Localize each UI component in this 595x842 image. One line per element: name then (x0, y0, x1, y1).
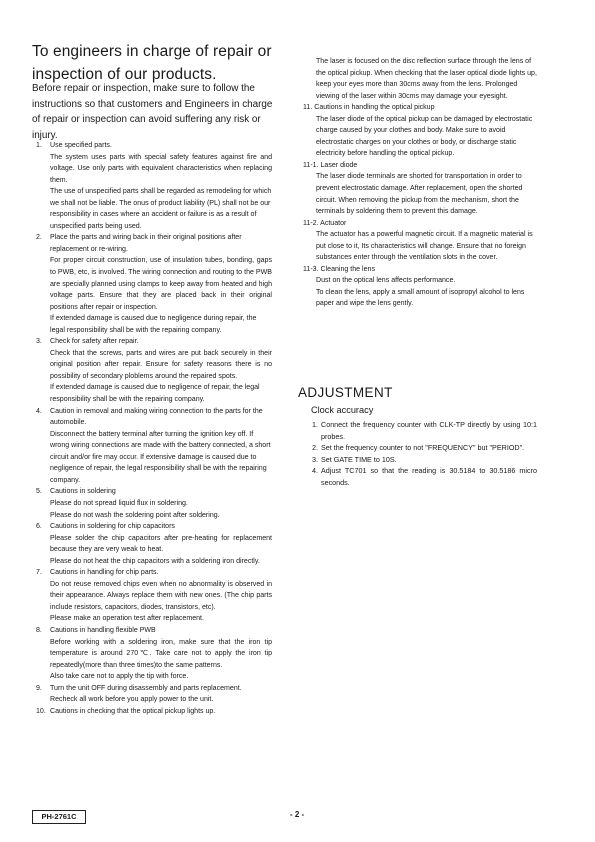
caution-item-text: Dust on the optical lens affects performance. (316, 277, 456, 285)
caution-item (303, 102, 537, 160)
caution-item-number: 9. (36, 684, 42, 692)
caution-item-title-text: Cautions in handling the optical pickup (314, 104, 435, 112)
caution-item (303, 264, 537, 310)
caution-item-text: Do not reuse removed chips even when no abnormality is observed in their appearance. Always replace them with new ones. (The chip parts include resistors, capacitors, diodes, transistors, etc). (50, 580, 272, 611)
caution-item-title: Place the parts and wiring back in their original positions after replacement or re-wiring. (50, 234, 242, 253)
caution-item (36, 336, 272, 405)
intro-text: Before repair or inspection, make sure to follow the instructions so that customers and Engineers in charge of repair or inspection can avoid suffering any risk or injury. (32, 83, 273, 141)
caution-item-text: The laser diode terminals are shorted for transportation in order to prevent electrostatic damage. After replacement, open the shorted circuit. When removing the pickup from the mechanism, short the terminals by soldering them to prevent this damage. (316, 173, 523, 216)
caution-item-title: Cautions in handling flexible PWB (50, 626, 156, 634)
adjustment-step-text: Connect the frequency counter with CLK-TP directly by using 10:1 probes. (321, 420, 537, 441)
caution-item-title (303, 218, 537, 230)
caution-item-text: Disconnect the battery terminal after turning the ignition key off. If wrong wiring connections are made with the battery connected, a short circuit and/or fire may occur. If extensive damage is caused due to negligence of repair, the legal responsibility shall be with the repairing company. (50, 430, 271, 484)
adjustment-step-number: 1. (312, 420, 318, 429)
caution-item-text: Please do not spread liquid flux in soldering. (50, 499, 188, 507)
caution-item-text: The use of unspecified parts shall be regarded as remodeling for which we shall not be liable. The onus of product liability (PL) shall not be our responsibility in cases where an accident or failure is as a result of unspecified parts being used. (50, 188, 272, 230)
caution-item-text: Also take care not to apply the tip with force. (50, 673, 189, 681)
model-number-box: PH-2761C (32, 810, 86, 824)
caution-item-text: Please do not wash the soldering point after soldering. (50, 511, 220, 519)
caution-item (36, 567, 272, 625)
caution-item (36, 625, 272, 683)
caution-item-number: 4. (36, 407, 42, 415)
caution-item-text: Check that the screws, parts and wires are put back securely in their original position after repair. Ensure for safety reasons there is no possibility of secondary ploblems around the repaired spots. (50, 349, 272, 380)
caution-item-title: Turn the unit OFF during disassembly and parts replacement. (50, 684, 242, 692)
caution-item-text: The actuator has a powerful magnetic circuit. If a magnetic material is put close to it, Its characteristics will change. Ensure that no foreign substances enter through the ventilation slots in the cover. (316, 231, 533, 262)
adjustment-steps (312, 419, 537, 488)
caution-item (303, 56, 537, 102)
caution-item-title: Check for safety after repair. (50, 338, 139, 346)
right-caution-list (303, 56, 537, 310)
caution-item (36, 521, 272, 567)
caution-item-title: Use specified parts. (50, 142, 112, 149)
caution-item-number: 6. (36, 523, 42, 531)
caution-item-number: 11. (303, 104, 313, 112)
caution-item-text: To clean the lens, apply a small amount of isopropyl alcohol to lens paper and wipe the lens gently. (316, 288, 525, 308)
caution-item (303, 218, 537, 264)
caution-item-number: 2. (36, 234, 42, 242)
caution-item-text: For proper circuit construction, use of insulation tubes, bonding, gaps to PWB, etc, is involved. The wiring connection and routing to the PWB are specially planned using clamps to keep away from heated and high voltage parts. Ensure that they are placed back in their original positions after repair or inspection. (50, 257, 272, 311)
caution-item (36, 406, 272, 487)
caution-item-text: Please solder the chip capacitors after pre-heating for replacement because they are very weak to heat. (50, 534, 272, 554)
caution-item-text: The laser diode of the optical pickup can be damaged by electrostatic charge caused by your clothes and body. Make sure to avoid electrostatic charges on your clothes or body, or discharge static electricity before handling the optical pickup. (316, 115, 533, 158)
caution-item-number: 5. (36, 488, 42, 496)
adjustment-step-text: Set GATE TIME to 10S. (321, 454, 397, 464)
caution-item-number: 10. (36, 707, 46, 715)
adjustment-step-number: 4. (312, 466, 318, 476)
caution-item (36, 232, 272, 336)
caution-item-title: Cautions in soldering for chip capacitors (50, 523, 175, 531)
caution-item-title (303, 160, 537, 172)
caution-item-title (303, 102, 537, 114)
caution-item-text: Recheck all work before you apply power to the unit. (50, 696, 214, 704)
adjustment-step-number: 2. (312, 443, 318, 453)
adjustment-title: ADJUSTMENT (298, 385, 393, 400)
caution-item (36, 486, 272, 521)
caution-item-number: 11-2. (303, 219, 319, 227)
caution-item (36, 706, 272, 718)
adjustment-step-text: Adjust TC701 so that the reading is 30.5184 to 30.5186 micro seconds. (321, 466, 537, 487)
caution-item-number: 7. (36, 569, 42, 577)
caution-item-text: If extended damage is caused due to negligence of repair, the legal responsibility shall be with the repairing company. (50, 384, 260, 404)
caution-item-text: Please make an operation test after replacement. (50, 615, 204, 623)
caution-item-title: Cautions in checking that the optical pickup lights up. (50, 707, 216, 715)
caution-item-title-text: Actuator (320, 219, 347, 227)
caution-item (36, 140, 272, 232)
caution-item-title-text: Laser diode (320, 161, 358, 169)
caution-item-title-text: Cleaning the lens (320, 265, 375, 273)
caution-item-text: Before working with a soldering iron, make sure that the iron tip temperature is around 270℃. Take care not to apply the iron tip repeatedly(more than three times)to the same patterns. (50, 638, 272, 669)
caution-item-text: The system uses parts with special safety features against fire and voltage. Use only parts with equivalent characteristics when replacing them. (50, 153, 272, 184)
caution-item-text: If extended damage is caused due to negligence during repair, the legal responsibility shall be with the repairing company. (50, 315, 257, 334)
clock-accuracy-subtitle: Clock accuracy (311, 405, 374, 415)
page-number: - 2 - (290, 810, 305, 819)
page-heading: To engineers in charge of repair or inspection of our products. (32, 43, 272, 83)
adjustment-step-number: 3. (312, 454, 318, 464)
caution-item-number: 3. (36, 338, 42, 346)
caution-item-number: 11-3. (303, 265, 319, 273)
adjustment-step (312, 454, 537, 466)
caution-item-number: 8. (36, 626, 42, 634)
adjustment-step (312, 419, 537, 442)
caution-item-number: 1. (36, 142, 42, 149)
adjustment-step (312, 442, 537, 454)
caution-item-title (303, 264, 537, 276)
caution-item-text: Please do not heat the chip capacitors with a soldering iron directly. (50, 557, 260, 565)
caution-item-number: 11-1. (303, 161, 319, 169)
caution-item-title: Cautions in soldering (50, 488, 116, 496)
adjustment-step (312, 465, 537, 488)
caution-item (303, 160, 537, 218)
caution-item (36, 683, 272, 706)
left-caution-list (36, 140, 272, 717)
caution-item-title: Cautions in handling for chip parts. (50, 569, 159, 577)
adjustment-step-text: Set the frequency counter to not "FREQUENCY" but "PERIOD". (321, 443, 525, 453)
caution-item-title: Caution in removal and making wiring connection to the parts for the automobile. (50, 407, 263, 427)
caution-item-text: The laser is focused on the disc reflection surface through the lens of the optical pickup. When checking that the laser optical diode lights up, keep your eyes more than 30cms away from the lens. Prolonged viewing of the laser within 30cms may damage your eyesight. (316, 58, 537, 100)
